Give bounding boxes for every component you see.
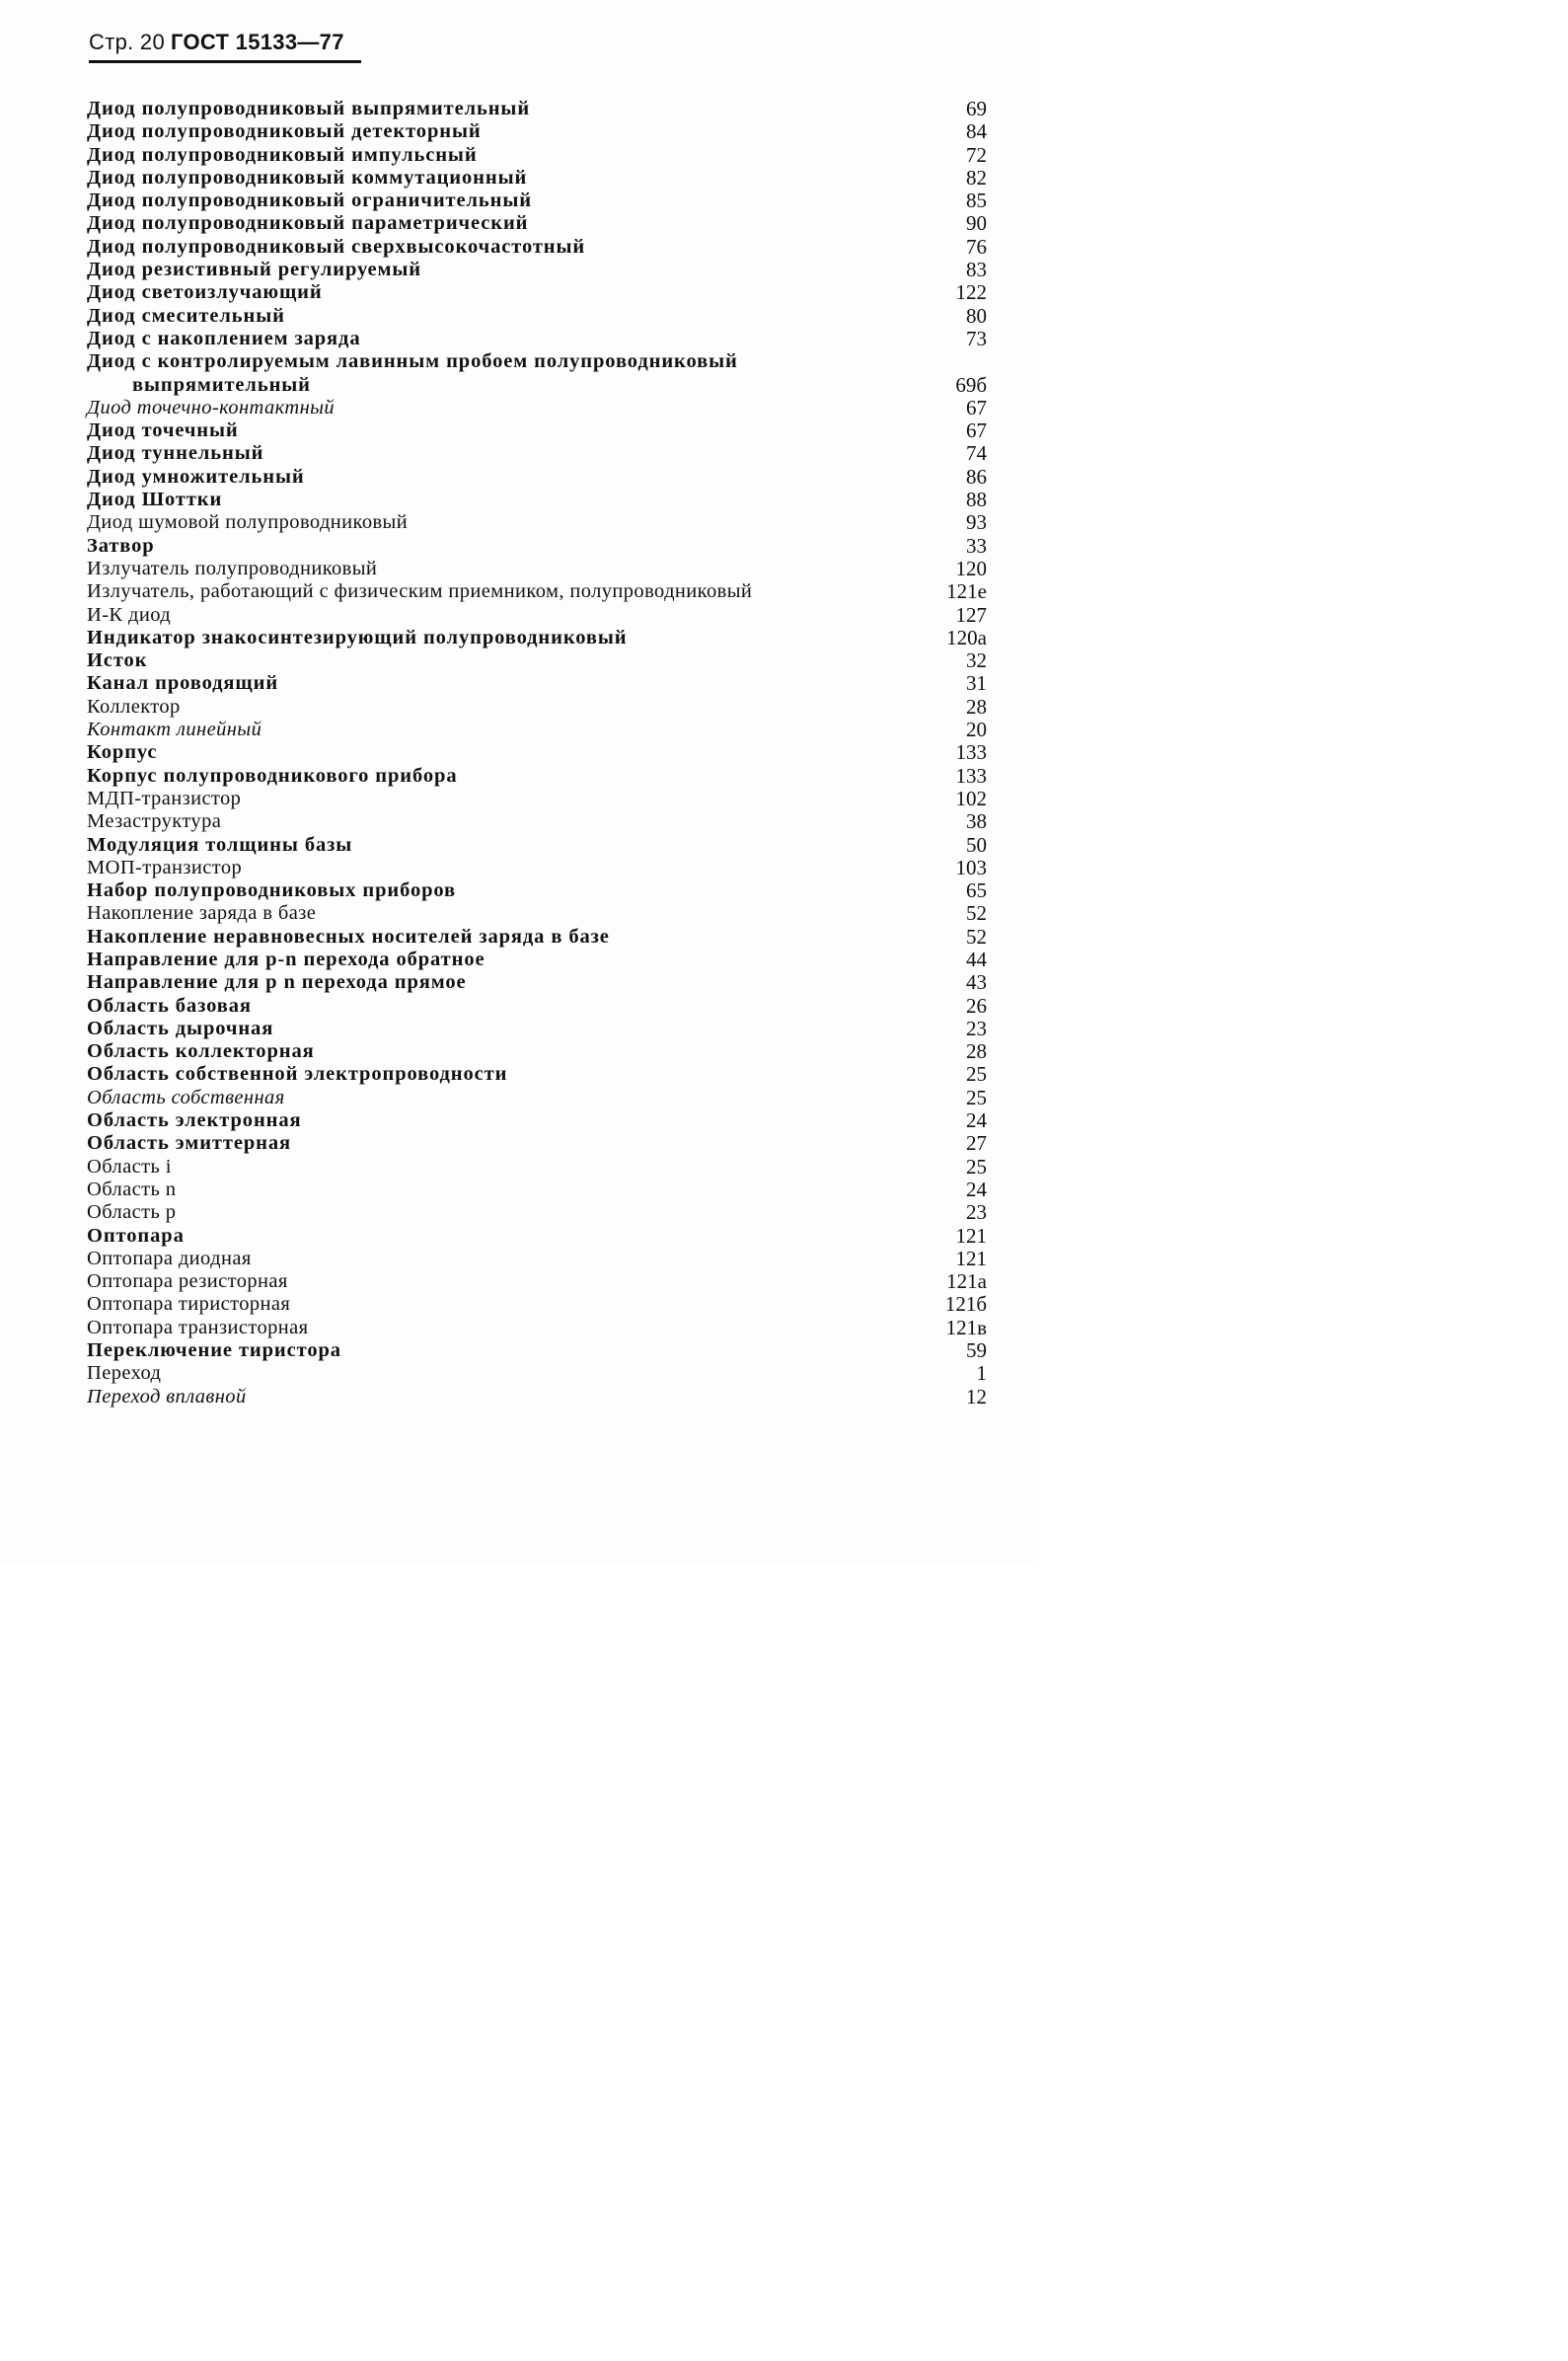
index-term: Корпус полупроводникового прибора [87,764,458,787]
index-number: 80 [966,303,987,328]
index-term: Диод полупроводниковый сверхвысокочастотный [87,235,586,258]
index-number: 23 [966,1016,987,1040]
index-number: 27 [966,1131,987,1156]
index-term: МОП-транзистор [87,856,243,878]
index-term: Область коллекторная [87,1040,315,1063]
index-entry [87,1040,987,1063]
index-number: 122 [955,280,987,305]
index-entry [87,466,987,489]
index-number: 25 [966,1154,987,1179]
index-term: Диод шумовой полупроводниковый [87,511,409,534]
index-number: 24 [966,1177,987,1201]
index-term: Оптопара диодная [87,1247,252,1269]
index-number: 103 [955,855,987,879]
header-underline [89,60,361,63]
index-entry [87,144,987,167]
index-term: МДП-транзистор [87,787,242,809]
index-term: Корпус [87,741,158,764]
index-entry [87,857,987,879]
index-term: Контакт линейный [87,719,262,741]
index-number: 90 [966,211,987,236]
index-number: 120а [946,625,987,649]
index-entry [87,374,987,397]
index-term: выпрямительный [132,373,311,396]
index-term: Индикатор знакосинтезирующий полупроводниковый [87,626,628,648]
index-number: 133 [955,740,987,765]
index-term: Оптопара [87,1224,185,1247]
index-number: 74 [966,441,987,466]
index-term: Диод Шоттки [87,489,223,511]
index-number: 133 [955,763,987,788]
index-term: Область собственной электропроводности [87,1063,508,1086]
index-number: 23 [966,1200,987,1225]
index-entry [87,649,987,672]
index-term: Накопление неравновесных носителей заряда в базе [87,925,610,948]
index-term: Переключение тиристора [87,1339,341,1362]
index-entry [87,442,987,465]
index-entry [87,741,987,764]
index-term: Канал проводящий [87,672,279,695]
index-number: 121е [946,579,987,604]
index-term: Диод светоизлучающий [87,281,323,304]
index-entry [87,1156,987,1179]
index-term: Исток [87,649,148,672]
index-number: 121а [946,1269,987,1294]
index-entry [87,1087,987,1109]
index-entry [87,949,987,971]
index-entry [87,971,987,994]
term-index-list [87,98,987,1409]
index-entry [87,190,987,212]
index-term: Накопление заряда в базе [87,902,317,925]
index-term: Область электронная [87,1109,302,1132]
index-entry [87,879,987,902]
index-entry [87,350,987,373]
index-number: 43 [966,970,987,995]
index-term: Диод смесительный [87,304,285,327]
index-number: 127 [955,602,987,627]
index-number: 59 [966,1338,987,1363]
index-term: Затвор [87,534,155,557]
index-entry [87,1179,987,1201]
index-term: Область собственная [87,1086,285,1108]
index-entry [87,328,987,350]
index-number: 52 [966,924,987,949]
index-number: 121 [955,1223,987,1248]
index-term: Набор полупроводниковых приборов [87,879,457,902]
index-term: Диод с контролируемым лавинным пробоем полупроводниковый [87,350,738,373]
index-term: Диод полупроводниковый ограничительный [87,190,532,212]
index-entry [87,305,987,328]
index-number: 32 [966,648,987,673]
index-entry [87,259,987,281]
index-number: 65 [966,878,987,903]
index-number: 93 [966,510,987,535]
index-term: Область базовая [87,994,252,1017]
index-number: 50 [966,832,987,857]
index-number: 28 [966,1039,987,1064]
index-term: Оптопара тиристорная [87,1293,291,1316]
index-number: 102 [955,786,987,810]
index-term: Диод точечный [87,419,239,442]
index-number: 24 [966,1108,987,1133]
index-term: Диод умножительный [87,465,305,488]
index-term: Диод полупроводниковый выпрямительный [87,98,531,119]
index-number: 26 [966,993,987,1018]
index-term: Мезаструктура [87,810,222,833]
index-entry [87,120,987,143]
index-entry [87,1362,987,1385]
index-term: И-К диод [87,603,172,626]
index-number: 121в [945,1315,987,1339]
index-number: 83 [966,258,987,282]
index-term: Диод полупроводниковый коммутационный [87,166,528,189]
index-entry [87,1225,987,1248]
index-entry [87,167,987,190]
index-entry [87,995,987,1018]
index-entry [87,558,987,580]
index-number: 38 [966,809,987,834]
index-entry [87,489,987,511]
page-header [89,30,344,55]
index-term: Переход вплавной [87,1385,247,1408]
page-number-label: Стр. 20 [89,30,165,54]
index-entry [87,1386,987,1409]
index-entry [87,98,987,120]
index-term: Направление для p n перехода прямое [87,971,467,994]
index-number: 120 [955,556,987,580]
index-entry [87,580,987,603]
index-number: 1 [976,1361,987,1386]
index-number: 28 [966,694,987,719]
index-number: 20 [966,718,987,742]
index-term: Диод полупроводниковый детекторный [87,120,482,143]
index-entry [87,604,987,627]
index-term: Диод полупроводниковый импульсный [87,143,478,166]
index-entry [87,511,987,534]
index-entry [87,1063,987,1086]
index-entry [87,212,987,235]
document-page [0,0,1038,1563]
index-entry [87,1132,987,1155]
index-entry [87,696,987,719]
index-entry [87,1339,987,1362]
index-term: Диод резистивный регулируемый [87,259,422,281]
index-term: Диод туннельный [87,442,264,465]
index-number: 121 [955,1246,987,1270]
index-entry [87,1018,987,1040]
index-number: 25 [966,1085,987,1109]
index-number: 69 [966,97,987,120]
index-entry [87,281,987,304]
index-number: 73 [966,326,987,350]
index-term: Область эмиттерная [87,1132,292,1155]
index-entry [87,627,987,649]
index-term: Область p [87,1201,177,1224]
index-term: Диод полупроводниковый параметрический [87,212,529,235]
index-number: 69б [955,372,987,397]
index-entry [87,1248,987,1270]
standard-code: ГОСТ 15133—77 [171,30,344,54]
index-term: Коллектор [87,695,181,718]
index-entry [87,236,987,259]
index-number: 33 [966,533,987,558]
index-number: 72 [966,142,987,167]
index-term: Оптопара транзисторная [87,1316,309,1338]
index-term: Диод с накоплением заряда [87,327,361,349]
index-number: 52 [966,901,987,926]
index-entry [87,1109,987,1132]
index-number: 31 [966,671,987,696]
index-number: 76 [966,234,987,259]
index-number: 82 [966,165,987,190]
index-number: 12 [966,1384,987,1409]
index-entry [87,719,987,741]
index-term: Переход [87,1362,162,1385]
index-term: Область i [87,1155,172,1178]
index-number: 44 [966,947,987,971]
index-term: Область n [87,1178,177,1200]
index-entry [87,1201,987,1224]
index-number: 67 [966,419,987,443]
index-number: 67 [966,395,987,419]
index-term: Область дырочная [87,1017,274,1039]
index-number: 85 [966,189,987,213]
index-entry [87,810,987,833]
index-term: Излучатель, работающий с физическим приемником, полупроводниковый [87,580,753,603]
index-entry [87,1270,987,1293]
index-entry [87,1317,987,1339]
index-term: Излучатель полупроводниковый [87,557,378,579]
index-term: Модуляция толщины базы [87,833,353,856]
index-number: 88 [966,488,987,512]
index-entry [87,1293,987,1316]
index-term: Диод точечно-контактный [87,396,336,419]
index-entry [87,926,987,949]
index-entry [87,535,987,558]
index-number: 121б [944,1292,987,1317]
index-number: 25 [966,1062,987,1087]
index-entry [87,765,987,788]
index-entry [87,672,987,695]
index-term: Направление для p-n перехода обратное [87,948,485,970]
index-term: Оптопара резисторная [87,1270,288,1293]
index-number: 84 [966,119,987,144]
index-entry [87,902,987,925]
index-entry [87,419,987,442]
index-entry [87,788,987,810]
index-number: 86 [966,464,987,489]
index-entry [87,834,987,857]
index-entry [87,397,987,419]
